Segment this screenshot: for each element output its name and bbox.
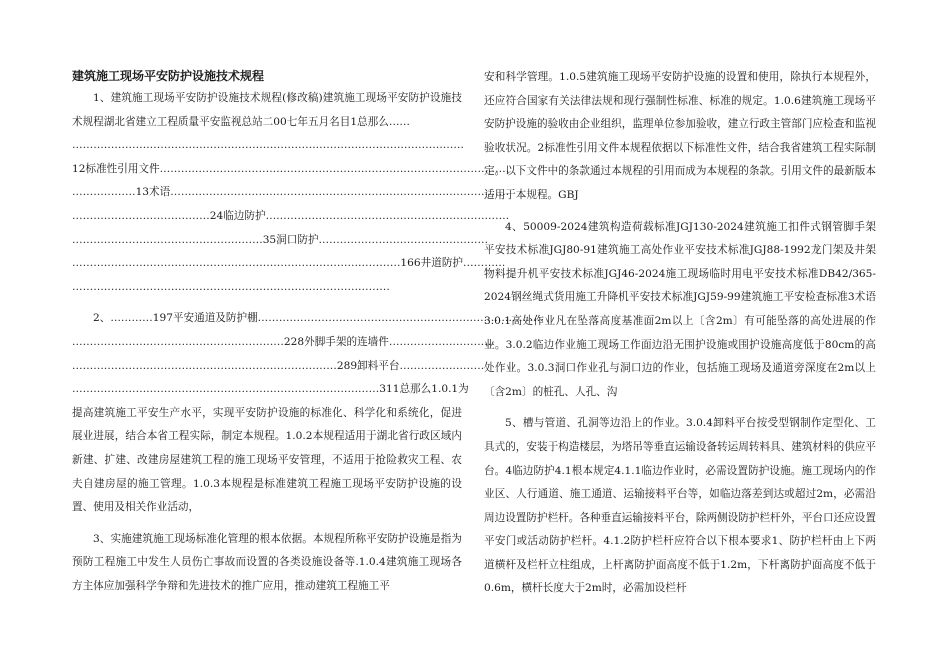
paragraph-3-continued: 安和科学管理。1.0.5建筑施工现场平安防护设施的设置和使用，除执行本规程外，还应符合国家有关法律法规和现行强制性标准、标准的规定。1.0.6建筑施工现场平安防护设施的验收由企业组织，监理单位参加验收，建立行政主管部门应检查和监视验收状况。2标准性引用文件本规程依据以下标准性文件，结合我省建筑工程实际制定。以下文件中的条款通过本规程的引用而成为本规程的条款。引用文件的最新版本适用于本规程。GBJ — [484, 71, 876, 201]
toc-line: ……………………………………………………228外脚手架的连墙件………………………… — [72, 335, 495, 348]
paragraph-2-start: 2、…………197平安通道及防护棚……………………………………………………………………… — [93, 312, 544, 325]
paragraph-4: 4、50009-2024建筑构造荷载标准JGJ130-2024建筑施工扣件式钢管脚手架平安技术标准JGJ80-91建筑施工高处作业平安技术标准JGJ88-1992龙门架及井架物料提升机平安技术标准JGJ46-2024施工现场临时用电平安技术标准DB42/365-2024钢丝绳式货用施工升降机平安技术标准JGJ59-99建筑施工平安检查标准3术语3.0.1高处作业凡在坠落高度基准面2m以上〔含2m〕有可能坠落的高处进展的作业。3.0.2临边作业施工现场工作面边沿无围护设施或围护设施高度低于80cm的高处作业。3.0.3洞口作业孔与洞口边的作业，包括施工现场及通道旁深度在2m以上〔含2m〕的桩孔、人孔、沟 — [484, 220, 876, 398]
paragraph-2-body: 提高建筑施工平安生产水平，实现平安防护设施的标准化、科学化和系统化，促进展业进展，结合本省工程实际，制定本规程。1.0.2本规程适用于湖北省行政区域内新建、扩建、改建房屋建筑工程的施工现场平安管理，不适用于抢险救灾工程、农夫自建房屋的施工管理。1.0.3本规程是标准建筑工程施工现场平安防护设施的设置、使用及相关作业活动， — [72, 406, 462, 514]
toc-line: ……………………………………………………………………………311总那么1.0.1为 — [72, 383, 469, 396]
left-column — [72, 66, 544, 598]
toc-line: ……………………………………………………………………………… — [72, 280, 390, 293]
toc-line: …………………………………24临边防护…………………………………………………………… — [72, 209, 510, 222]
paragraph-5: 5、槽与管道、孔洞等边沿上的作业。3.0.4卸料平台按受型钢制作定型化、工具式的，安装于构造楼层，为塔吊等垂直运输设备转运周转料具、建筑材料的供应平台。4临边防护4.1根本规定4.1.1临边作业时，必需设置防护设施。施工现场内的作业区、人行通道、施工通道、运输接料平台等，如临边落差到达或超过2m，必需沿周边设置防护栏杆。各种垂直运输接料平台，除两侧设防护栏杆外，平台口还应设置平安门或活动防护栏杆。4.1.2防护栏杆应符合以下根本要求1、防护栏杆由上下两道横杆及栏杆立柱组成，上杆离防护面高度不低于1.2m，下杆离防护面高度不低于0.6m，横杆长度大于2m时，必需加设栏杆 — [484, 417, 876, 595]
toc-line: ………………………………………………35洞口防护………………………………………… — [72, 233, 489, 246]
toc-line: ………………13术语…………………………………………………………………………………… — [72, 186, 510, 199]
right-column — [484, 66, 876, 601]
toc-line: …………………………………………………………………………………166井道防护………… — [72, 257, 506, 270]
paragraph-3: 3、实施建筑施工现场标准化管理的根本依据。本规程所称平安防护设施是指为预防工程施工中发生人员伤亡事故而设置的各类设施设备等.1.0.4建筑施工现场各方主体应加强科学争辩和先进技术的推广应用，推动建筑工程施工平 — [72, 532, 462, 592]
toc-line: …………………………………………………………………289卸料平台…………………… — [72, 359, 485, 372]
toc-line: ………………………………………………………………………………………………… — [72, 139, 464, 152]
document-title: 建筑施工现场平安防护设施技术规程 — [72, 69, 265, 83]
paragraph-1: 1、建筑施工现场平安防护设施技术规程(修改稿)建筑施工现场平安防护设施技术规程湖北省建立工程质量平安监视总站二00七年五月名目1总那么…… — [72, 92, 462, 128]
toc-line: 12标准性引用文件……………………………………………………………………………………… — [72, 162, 510, 175]
